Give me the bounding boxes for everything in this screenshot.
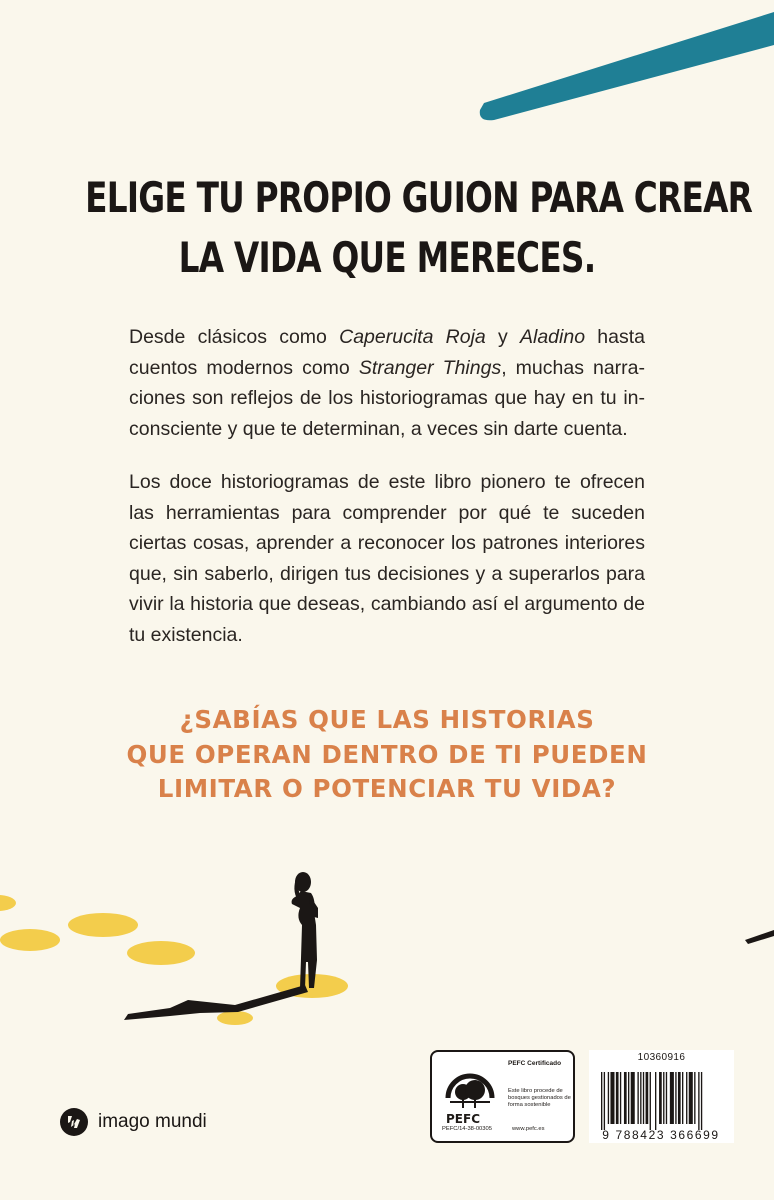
body-text-segment: ciones son reflejos de los historiogramas que hay en tu in- <box>129 387 645 409</box>
body-text-segment: Desde clásicos como <box>129 326 340 348</box>
yellow-spot <box>68 913 138 937</box>
question-line: QUE OPERAN DENTRO DE TI PUEDEN <box>126 739 648 769</box>
barcode-bar <box>670 1072 674 1124</box>
barcode-bar <box>624 1072 627 1124</box>
pefc-code: PEFC/14-38-00305 <box>442 1126 492 1132</box>
barcode-bar <box>616 1072 619 1124</box>
yellow-spot <box>0 895 16 911</box>
paragraph-line <box>129 414 645 445</box>
yellow-spot <box>127 941 195 965</box>
body-text-segment: , muchas narra- <box>501 356 645 379</box>
barcode-bar <box>666 1072 667 1124</box>
barcode-bar <box>604 1072 605 1130</box>
barcode-bar <box>620 1072 621 1124</box>
description-paragraph-2 <box>129 467 645 650</box>
pefc-mark: PEFC <box>446 1112 480 1126</box>
barcode-bar <box>610 1072 614 1124</box>
publisher-imprint <box>60 1108 207 1136</box>
right-edge-mark <box>745 930 774 944</box>
isbn-barcode <box>589 1050 734 1143</box>
barcode-bars <box>601 1072 727 1130</box>
paragraph-line: que, sin saberlo, dirigen tus decisiones y a superarlos para <box>129 562 645 585</box>
barcode-top-number: 10360916 <box>637 1052 686 1063</box>
paragraph-line: Los doce historiogramas de este libro pionero te ofrecen <box>129 471 645 493</box>
teal-stripe <box>480 12 774 120</box>
yellow-spot <box>0 929 60 951</box>
headline <box>85 168 753 288</box>
paragraph-line: ciertas cosas, aprender a reconocer los patrones interiores <box>129 532 645 554</box>
pefc-certification-box <box>430 1050 575 1143</box>
pefc-description: Este libro procede de bosques gestionados de forma sostenible <box>508 1088 571 1108</box>
question-line: LIMITAR O POTENCIAR TU VIDA? <box>157 774 617 803</box>
barcode-bar <box>659 1072 662 1124</box>
standing-woman-silhouette <box>292 872 318 988</box>
headline-line: ELIGE TU PROPIO GUION PARA CREAR <box>85 173 753 222</box>
barcode-bar <box>682 1072 683 1124</box>
barcode-bar <box>663 1072 664 1124</box>
barcode-bar <box>631 1072 635 1124</box>
barcode-bar <box>608 1072 609 1124</box>
italic-title-text: Caperucita Roja <box>339 326 486 348</box>
barcode-bar <box>675 1072 676 1124</box>
body-text-segment: consciente y que te determinan, a veces sin darte cuenta. <box>129 417 628 440</box>
barcode-bar <box>650 1072 651 1130</box>
headline-line: LA VIDA QUE MERECES. <box>178 233 596 282</box>
question-line: ¿SABÍAS QUE LAS HISTORIAS <box>179 705 595 734</box>
barcode-bar <box>689 1072 693 1124</box>
paragraph-line <box>129 353 645 384</box>
pefc-website: www.pefc.es <box>512 1126 545 1132</box>
barcode-bar <box>640 1072 641 1124</box>
barcode-bar <box>686 1072 687 1124</box>
paragraph-line: tu existencia. <box>129 623 243 646</box>
paragraph-line <box>129 322 645 353</box>
barcode-bar <box>678 1072 681 1124</box>
publisher-name: imago mundi <box>98 1111 207 1132</box>
barcode-bar <box>643 1072 644 1124</box>
barcode-bar <box>655 1072 656 1130</box>
highlight-question <box>0 703 774 807</box>
paragraph-line: vivir la historia que deseas, cambiando así el argumento de <box>129 593 645 615</box>
barcode-bar <box>637 1072 638 1124</box>
italic-title-text: Aladino <box>519 326 586 348</box>
barcode-bar <box>601 1072 602 1130</box>
paragraph-line: las herramientas para comprender por qué te suceden <box>129 501 645 524</box>
body-text-segment: hasta <box>585 326 645 348</box>
body-text-segment: cuentos modernos como <box>129 356 359 379</box>
yellow-spot <box>217 1011 253 1025</box>
italic-title-text: Stranger Things <box>358 356 502 379</box>
paragraph-line <box>129 383 645 414</box>
barcode-bar <box>628 1072 629 1124</box>
pefc-title: PEFC Certificado <box>508 1060 562 1067</box>
body-text-segment: y <box>485 326 520 348</box>
description-paragraph-1 <box>129 322 645 444</box>
barcode-bar <box>646 1072 649 1124</box>
barcode-bar <box>694 1072 695 1124</box>
barcode-isbn-digits: 9 788423 366699 <box>602 1128 720 1142</box>
barcode-bar <box>698 1072 699 1130</box>
barcode-bar <box>701 1072 702 1130</box>
imago-mundi-logo-icon <box>60 1108 88 1136</box>
